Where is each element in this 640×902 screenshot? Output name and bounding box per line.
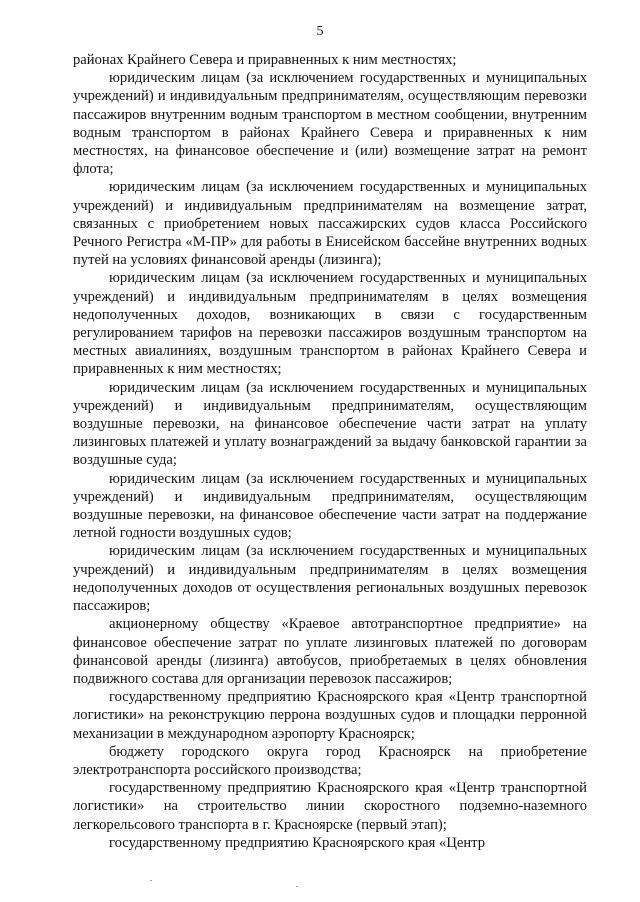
paragraph-passenger-vessels-leasing: юридическим лицам (за исключением государственных и муниципальных учреждений) и индивидуальным предпринимателям на возмещение затрат, связанных с приобретением новых пассажирских судов класса Российского Речного Регистра «М-ПР» для работы в Енисейском бассейне внутренних водных путей на условиях финансовой аренды (лизинга);	[73, 179, 587, 269]
paragraph-air-leasing-payments: юридическим лицам (за исключением государственных и муниципальных учреждений) и индивидуальным предпринимателям, осуществляющим воздушные перевозки, на финансовое обеспечение части затрат на уплату лизинговых платежей и уплату вознаграждений за выдачу банковской гарантии за воздушные суда;	[73, 379, 587, 469]
paragraph-air-tariff-regulation: юридическим лицам (за исключением государственных и муниципальных учреждений) и индивидуальным предпринимателям в целях возмещения недополученных доходов, возникающих в связи с государственным регулированием тарифов на перевозки пассажиров воздушным транспортом на местных авиалиниях, воздушным транспортом в районах Крайнего Севера и приравненных к ним местностях;	[73, 270, 587, 378]
paragraph-water-transport-fleet-repair: юридическим лицам (за исключением государственных и муниципальных учреждений) и индивидуальным предпринимателям, осуществляющим перевозки пассажиров внутренним водным транспортом в местном сообщении, внутренним водным транспортом в районах Крайнего Севера и приравненных к ним местностях, на финансовое обеспечение и (или) возмещение затрат на ремонт флота;	[73, 70, 587, 178]
scan-speck	[296, 886, 298, 887]
paragraph-bus-leasing: акционерному обществу «Краевое автотранспортное предприятие» на финансовое обеспечение затрат по уплате лизинговых платежей по договорам финансовой аренды (лизинга) автобусов, приобретаемых в целях обновления подвижного состава для организации перевозок пассажиров;	[73, 616, 587, 687]
page-number: 5	[316, 24, 324, 39]
paragraph-airworthiness-support: юридическим лицам (за исключением государственных и муниципальных учреждений) и индивидуальным предпринимателям, осуществляющим воздушные перевозки, на финансовое обеспечение части затрат на поддержание летной годности воздушных судов;	[73, 470, 587, 542]
paragraph-electric-transport: бюджету городского округа город Красноярск на приобретение электротранспорта российского производства;	[73, 743, 587, 778]
document-body	[73, 51, 587, 852]
paragraph-truncated: государственному предприятию Красноярского края «Центр	[109, 834, 486, 851]
paragraph-light-rail-construction: государственному предприятию Красноярского края «Центр транспортной логистики» на строительство линии скоростного подземно-наземного легкорельсового транспорта в г. Красноярске (первый этап);	[73, 780, 587, 833]
paragraph-continuation: районах Крайнего Севера и приравненных к ним местностях;	[73, 52, 457, 68]
paragraph-regional-air-income: юридическим лицам (за исключением государственных и муниципальных учреждений) и индивидуальным предпринимателям в целях возмещения недополученных доходов от осуществления региональных воздушных перевозок пассажиров;	[73, 543, 587, 615]
paragraph-apron-reconstruction: государственному предприятию Красноярского края «Центр транспортной логистики» на реконструкцию перрона воздушных судов и площадки перронной механизации в международном аэропорту Красноярск;	[73, 689, 587, 742]
scan-speck	[150, 880, 152, 881]
